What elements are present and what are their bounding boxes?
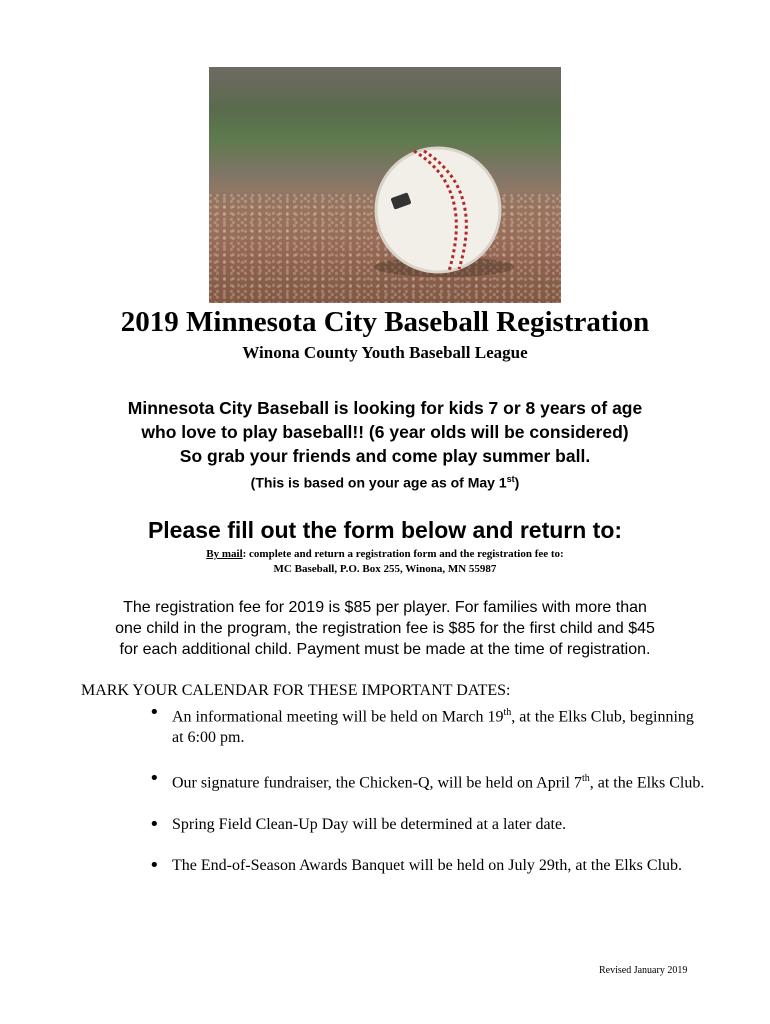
mail-label: By mail <box>206 548 243 560</box>
intro-line: So grab your friends and come play summer ball. <box>179 446 591 466</box>
page-title: 2019 Minnesota City Baseball Registration <box>120 306 650 338</box>
mail-instructions: By mail: complete and return a registration form and the registration fee to: MC Baseball, P.O. Box 255, Winona, MN 55987 <box>0 547 770 577</box>
mail-address: MC Baseball, P.O. Box 255, Winona, MN 55987 <box>273 563 497 575</box>
baseball-icon <box>209 67 561 303</box>
important-dates-list <box>147 702 707 896</box>
dates-heading: MARK YOUR CALENDAR FOR THESE IMPORTANT DATES: <box>81 682 511 699</box>
page-subtitle: Winona County Youth Baseball League <box>242 343 528 362</box>
intro-line: who love to play baseball!! (6 year olds will be considered) <box>141 422 629 442</box>
list-item: • An informational meeting will be held on March 19th, at the Elks Club, beginning at 6:00 pm. <box>147 702 707 748</box>
baseball-photo <box>209 67 561 303</box>
list-item: • The End-of-Season Awards Banquet will be held on July 29th, at the Elks Club. <box>147 855 707 876</box>
intro-text <box>0 396 770 494</box>
list-item: • Spring Field Clean-Up Day will be determined at a later date. <box>147 814 707 835</box>
revision-note: Revised January 2019 <box>599 965 688 976</box>
age-note: (This is based on your age as of May 1st) <box>250 474 520 491</box>
fill-form-heading: Please fill out the form below and return to: <box>147 517 623 543</box>
list-item: • Our signature fundraiser, the Chicken-Q, will be held on April 7th, at the Elks Club. <box>147 768 707 793</box>
fee-paragraph: The registration fee for 2019 is $85 per player. For families with more than one child in the program, the registration fee is $85 for the first child and $45 for each additional child. Payment must be made at the time of registration. <box>115 599 655 658</box>
intro-line: Minnesota City Baseball is looking for kids 7 or 8 years of age <box>127 398 643 418</box>
